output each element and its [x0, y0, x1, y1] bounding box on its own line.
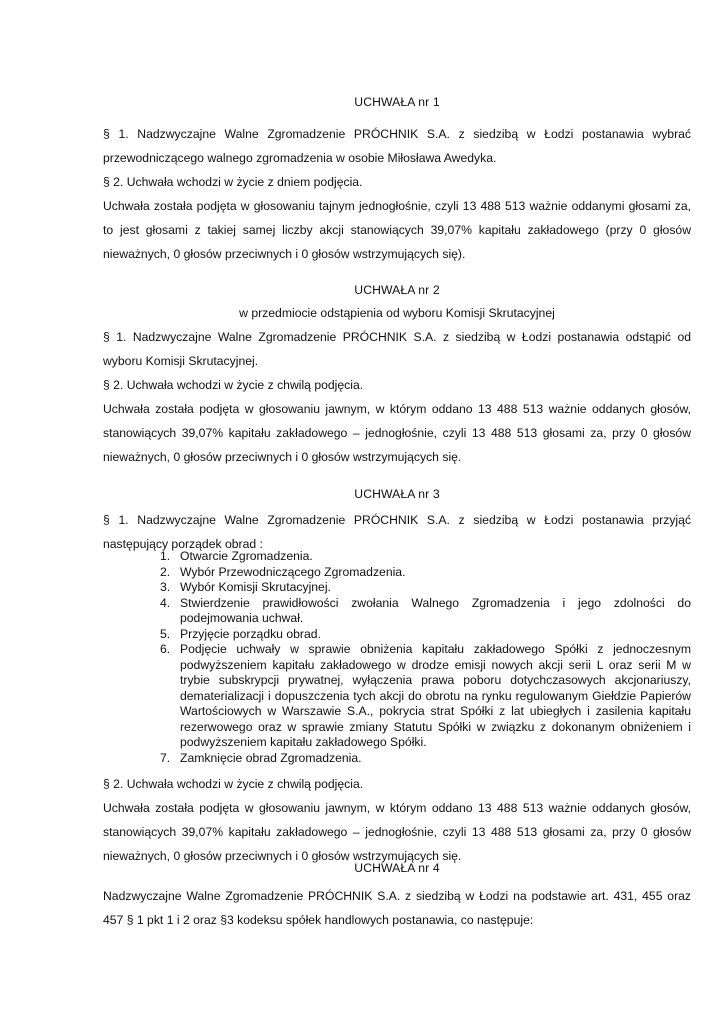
resolution-subtitle: w przedmiocie odstąpienia od wyboru Komisji Skrutacyjnej [239, 306, 555, 320]
resolution-paragraph: § 1. Nadzwyczajne Walne Zgromadzenie PRÓCHNIK S.A. z siedzibą w Łodzi postanawia odstąpić od wyboru Komisji Skrutacyjnej. [103, 330, 691, 368]
resolution-title: UCHWAŁA nr 2 [354, 283, 440, 297]
agenda-item: 6. Podjęcie uchwały w sprawie obniżenia kapitału zakładowego Spółki z jednoczesnym podwyższeniem kapitału zakładowego w drodze emisji nowych akcji serii L oraz serii M w trybie subskrypcji prywatnej, wyłączenia prawa poboru dotychczasowych akcjonariuszy, dematerializacji i dopuszczenia tych akcji do obrotu na rynku regulowanym Giełdzie Papierów Wartościowych w Warszawie S.A., pokrycia strat Spółki z lat ubiegłych i zasilenia kapitału rezerwowego oraz w sprawie zmiany Statutu Spółki w związku z dokonanym obniżeniem i podwyższeniem kapitału zakładowego Spółki. [160, 642, 691, 749]
resolution-paragraph: § 2. Uchwała wchodzi w życie z chwilą podjęcia. [103, 378, 364, 392]
resolution-voting-result: Uchwała została podjęta w głosowaniu tajnym jednogłośnie, czyli 13 488 513 ważnie oddanymi głosami za, to jest głosami z takiej samej liczby akcji stanowiących 39,07% kapitału zakładowego (przy 0 głosów nieważnych, 0 głosów przeciwnych i 0 głosów wstrzymujących się). [103, 199, 691, 261]
resolution-voting-result: Uchwała została podjęta w głosowaniu jawnym, w którym oddano 13 488 513 ważnie oddanych głosów, stanowiących 39,07% kapitału zakładowego – jednogłośnie, czyli 13 488 513 głosami za, przy 0 głosów nieważnych, 0 głosów przeciwnych i 0 głosów wstrzymujących się. [103, 801, 691, 863]
resolution-title: UCHWAŁA nr 3 [354, 487, 440, 501]
agenda-item: 3. Wybór Komisji Skrutacyjnej. [160, 580, 331, 594]
agenda-item: 7. Zamknięcie obrad Zgromadzenia. [160, 750, 362, 765]
resolution-title: UCHWAŁA nr 4 [354, 861, 440, 875]
resolution-paragraph: § 2. Uchwała wchodzi w życie z dniem podjęcia. [103, 175, 363, 189]
resolution-3 [103, 486, 691, 868]
resolution-2 [103, 282, 691, 469]
resolution-paragraph: § 1. Nadzwyczajne Walne Zgromadzenie PRÓCHNIK S.A. z siedzibą w Łodzi postanawia wybrać przewodniczącego walnego zgromadzenia w osobie Miłosława Awedyka. [103, 127, 691, 165]
agenda-list [160, 549, 691, 766]
agenda-item: 5. Przyjęcie porządku obrad. [160, 626, 321, 641]
resolution-1 [103, 94, 691, 266]
resolution-paragraph: § 2. Uchwała wchodzi w życie z chwilą podjęcia. [103, 777, 364, 791]
resolution-paragraph: Nadzwyczajne Walne Zgromadzenie PRÓCHNIK S.A. z siedzibą w Łodzi na podstawie art. 431, 455 oraz 457 § 1 pkt 1 i 2 oraz §3 kodeksu spółek handlowych postanawia, co następuje: [103, 889, 691, 927]
resolution-title: UCHWAŁA nr 1 [354, 95, 440, 109]
resolution-voting-result: Uchwała została podjęta w głosowaniu jawnym, w którym oddano 13 488 513 ważnie oddanych głosów, stanowiących 39,07% kapitału zakładowego – jednogłośnie, czyli 13 488 513 głosami za, przy 0 głosów nieważnych, 0 głosów przeciwnych i 0 głosów wstrzymujących się. [103, 402, 691, 464]
agenda-item: 4. Stwierdzenie prawidłowości zwołania Walnego Zgromadzenia i jego zdolności do podejmowania uchwał. [160, 595, 691, 625]
agenda-item: 1. Otwarcie Zgromadzenia. [160, 549, 313, 563]
resolution-paragraph: § 1. Nadzwyczajne Walne Zgromadzenie PRÓCHNIK S.A. z siedzibą w Łodzi postanawia przyjąć następujący porządek obrad : [103, 513, 691, 551]
resolution-4 [103, 860, 691, 932]
agenda-item: 2. Wybór Przewodniczącego Zgromadzenia. [160, 564, 406, 579]
